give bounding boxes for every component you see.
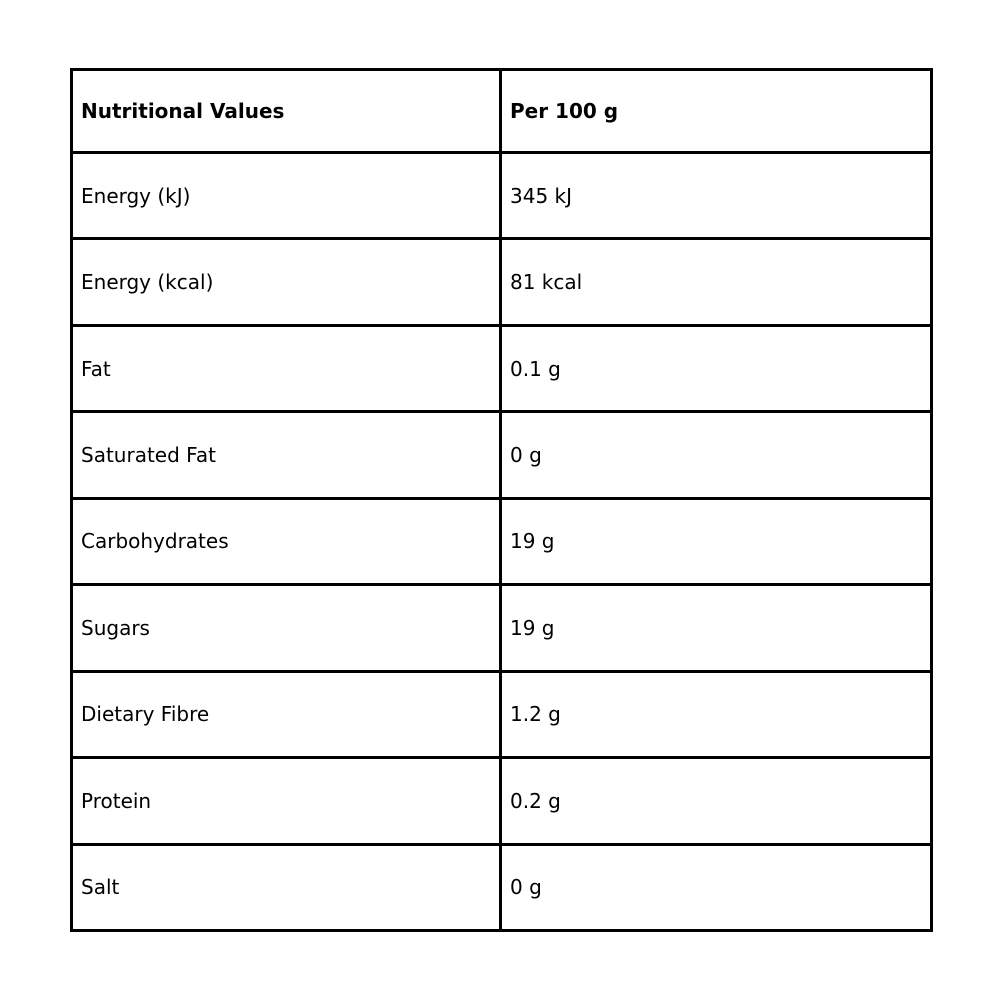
nutrient-value: 0 g xyxy=(501,412,932,498)
nutrient-value: 0.1 g xyxy=(501,325,932,411)
nutrient-value: 0.2 g xyxy=(501,758,932,844)
table-row xyxy=(72,671,932,757)
nutrient-name: Protein xyxy=(72,758,501,844)
nutrient-value: 19 g xyxy=(501,498,932,584)
nutrition-table xyxy=(70,68,933,932)
table-header-row xyxy=(72,70,932,153)
nutrient-value: 81 kcal xyxy=(501,239,932,325)
table-row xyxy=(72,585,932,671)
table-row xyxy=(72,412,932,498)
table-row xyxy=(72,239,932,325)
nutrient-name: Sugars xyxy=(72,585,501,671)
nutrient-value: 19 g xyxy=(501,585,932,671)
table-row xyxy=(72,153,932,239)
nutrient-name: Fat xyxy=(72,325,501,411)
nutrient-name: Salt xyxy=(72,844,501,931)
nutrient-name: Carbohydrates xyxy=(72,498,501,584)
nutrient-name: Dietary Fibre xyxy=(72,671,501,757)
nutrient-name: Energy (kcal) xyxy=(72,239,501,325)
column-header-per-100g: Per 100 g xyxy=(501,70,932,153)
column-header-nutrient: Nutritional Values xyxy=(72,70,501,153)
table-row xyxy=(72,325,932,411)
table-row xyxy=(72,844,932,931)
nutrient-value: 345 kJ xyxy=(501,153,932,239)
table-row xyxy=(72,758,932,844)
nutrient-name: Saturated Fat xyxy=(72,412,501,498)
nutrient-value: 1.2 g xyxy=(501,671,932,757)
table-row xyxy=(72,498,932,584)
nutrient-value: 0 g xyxy=(501,844,932,931)
table-body xyxy=(72,153,932,931)
nutrient-name: Energy (kJ) xyxy=(72,153,501,239)
table-header xyxy=(72,70,932,153)
